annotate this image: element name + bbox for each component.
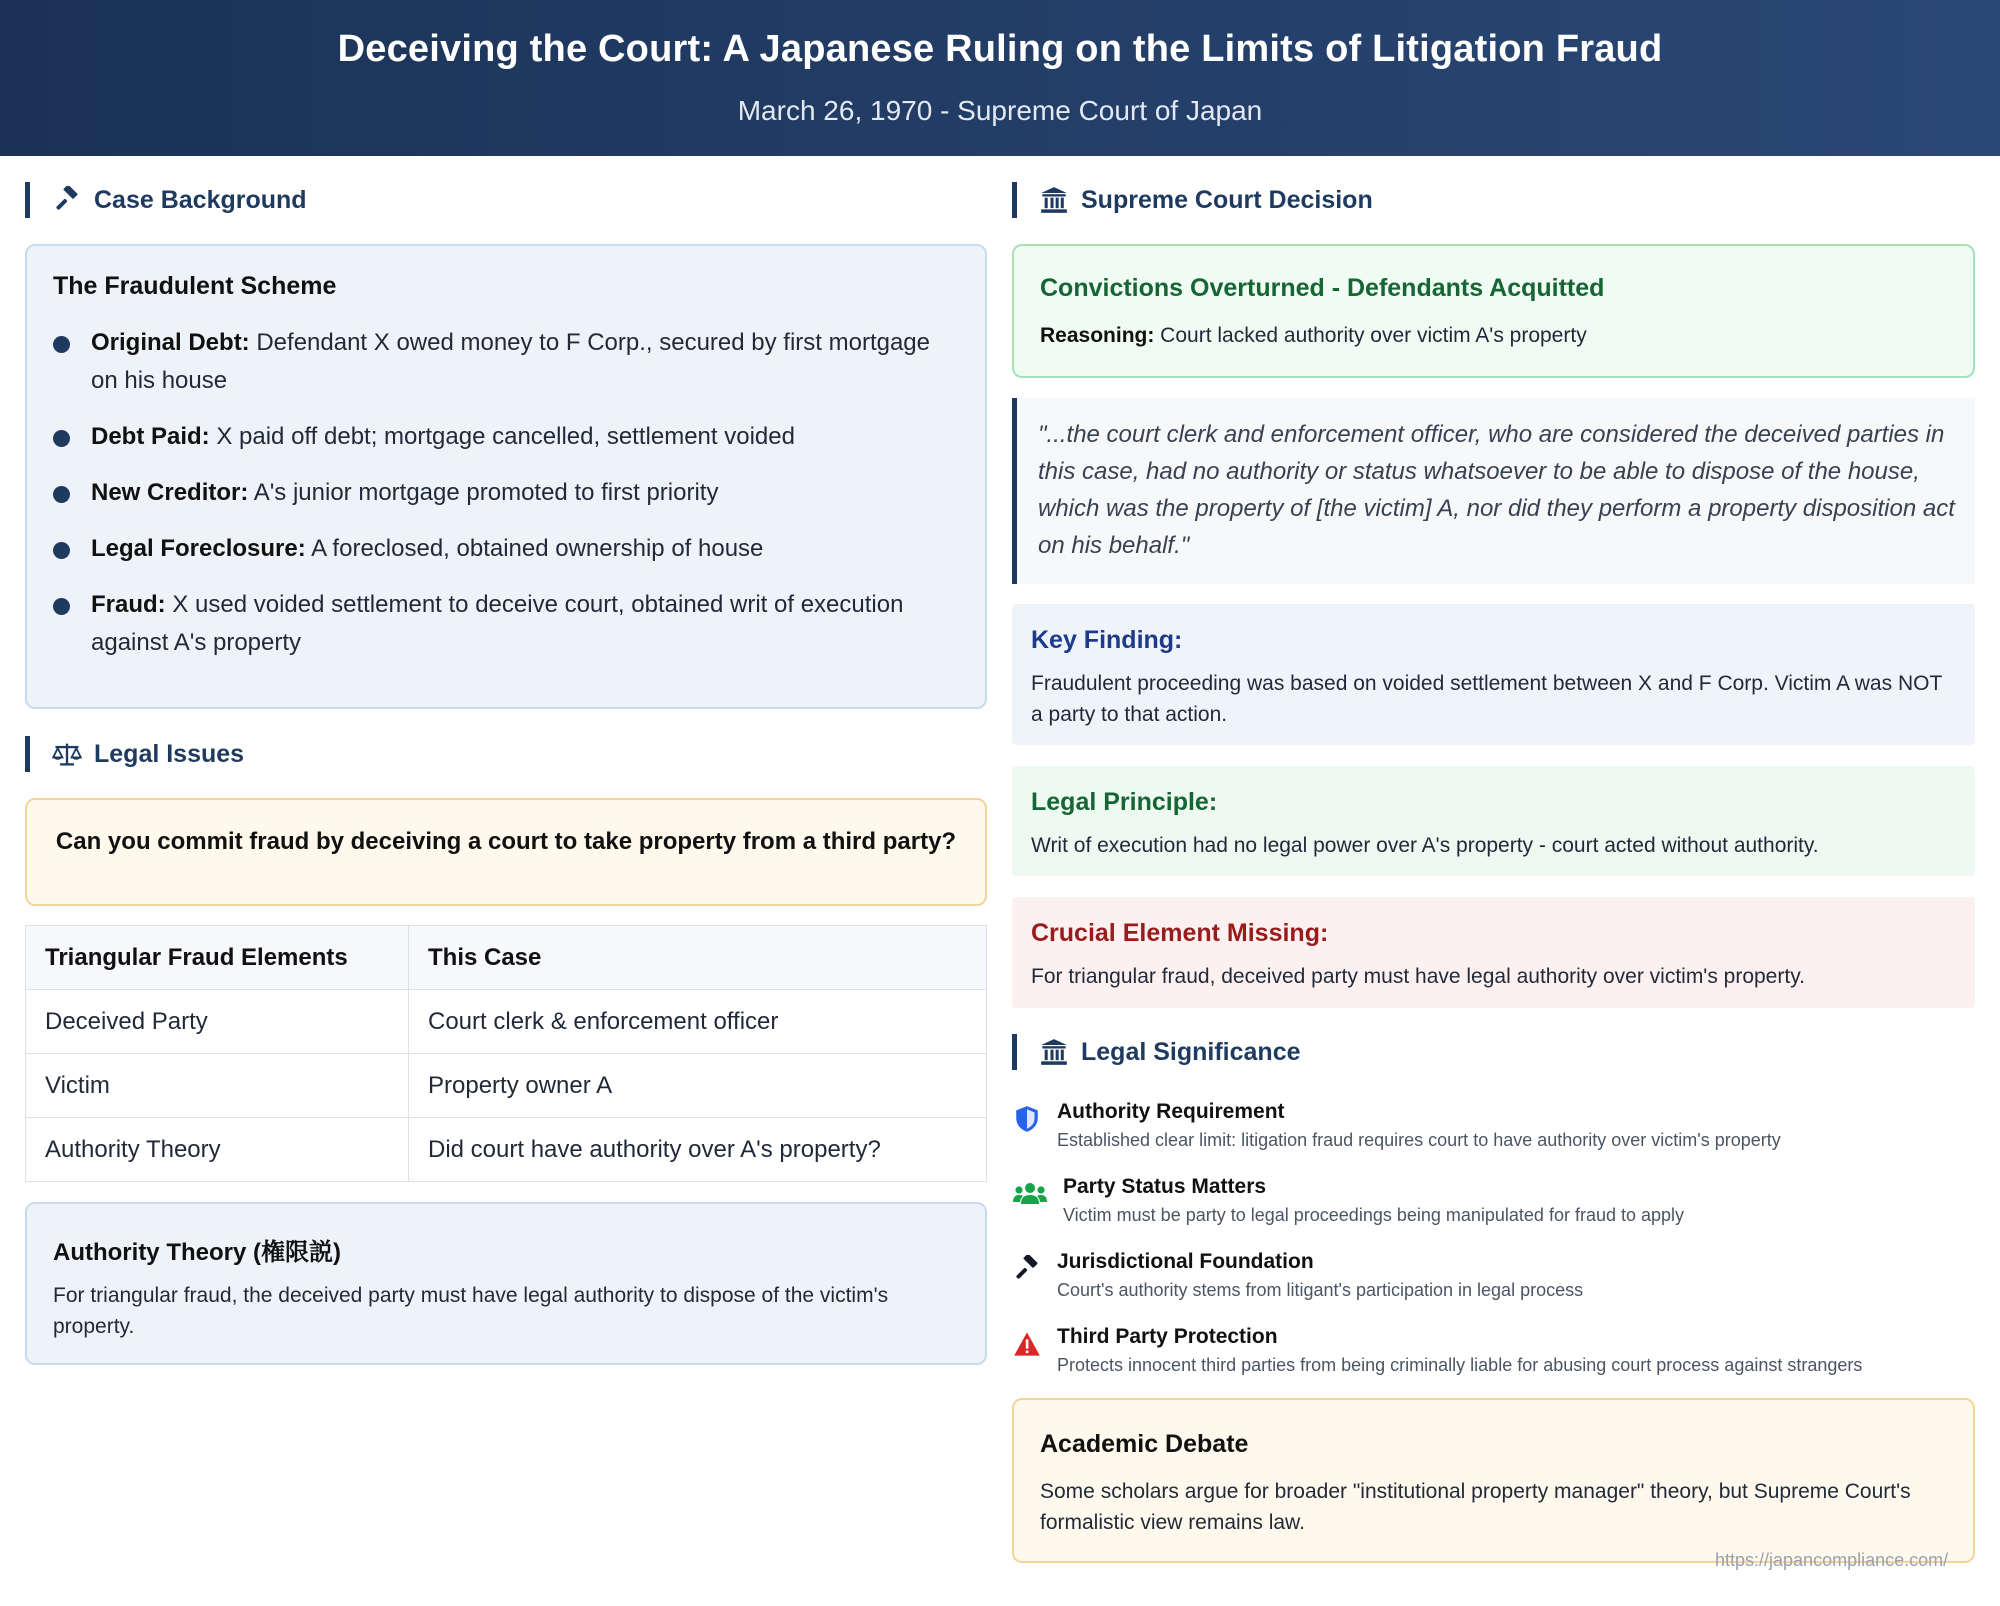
legal-significance-heading: Legal Significance: [1012, 1034, 1975, 1070]
table-row: [26, 1118, 987, 1182]
academic-debate-text: Some scholars argue for broader "institutional property manager" theory, but Supreme Court's formalistic view remains law.: [1040, 1480, 1911, 1534]
shield-icon: [1012, 1104, 1042, 1134]
legal-issues-heading: Legal Issues: [25, 736, 987, 772]
significance-item-authority: Authority Requirement Established clear limit: litigation fraud requires court to have authority over victim's property: [1012, 1100, 1975, 1160]
list-item: Fraud: X used voided settlement to deceive court, obtained writ of execution against A's property: [53, 586, 953, 662]
table-header-row: [26, 926, 987, 990]
academic-debate-title: Academic Debate: [1040, 1430, 1249, 1458]
authority-theory-title: Authority Theory (権限説): [53, 1239, 341, 1266]
table-row: [26, 1054, 987, 1118]
users-icon: [1012, 1179, 1048, 1209]
list-item: Original Debt: Defendant X owed money to F Corp., secured by first mortgage on his house: [53, 324, 953, 400]
key-finding-title: Key Finding:: [1031, 626, 1183, 654]
significance-item-party-status: Party Status Matters Victim must be party to legal proceedings being manipulated for fraud to apply: [1012, 1175, 1975, 1235]
key-finding-panel: [1012, 604, 1975, 745]
quote-text: "...the court clerk and enforcement officer, who are considered the deceived parties in this case, had no authority or status whatsoever to be able to dispose of the house, which was the property of [the victim] A, nor did they perform a property disposition act on his behalf.": [1038, 421, 1955, 559]
table-header-cell: This Case: [409, 926, 987, 990]
case-background-heading: Case Background: [25, 182, 987, 218]
fraudulent-scheme-box: [25, 244, 987, 709]
legal-principle-title: Legal Principle:: [1031, 788, 1218, 816]
legal-question: Can you commit fraud by deceiving a court to take property from a third party?: [55, 828, 957, 855]
courthouse-icon: [1039, 185, 1069, 215]
scale-icon: [52, 739, 82, 769]
fraud-elements-table: [25, 925, 987, 1182]
significance-item-jurisdiction: Jurisdictional Foundation Court's authority stems from litigant's participation in legal process: [1012, 1250, 1975, 1310]
table-row: [26, 990, 987, 1054]
page-title: Deceiving the Court: A Japanese Ruling on the Limits of Litigation Fraud: [337, 28, 1663, 70]
convictions-box: [1012, 244, 1975, 378]
gavel-icon: [1012, 1254, 1042, 1284]
gavel-icon: [52, 185, 82, 215]
convictions-title: Convictions Overturned - Defendants Acquitted: [1040, 274, 1605, 302]
list-item: Legal Foreclosure: A foreclosed, obtained ownership of house: [53, 530, 953, 568]
list-item: Debt Paid: X paid off debt; mortgage cancelled, settlement voided: [53, 418, 953, 456]
question-box: [25, 798, 987, 906]
footer-url: https://japancompliance.com/: [1715, 1550, 1949, 1570]
crucial-element-text: For triangular fraud, deceived party must have legal authority over victim's property.: [1031, 965, 1805, 988]
scheme-title: The Fraudulent Scheme: [53, 272, 337, 300]
academic-debate-box: [1012, 1398, 1975, 1563]
authority-theory-box: [25, 1202, 987, 1365]
crucial-element-panel: [1012, 897, 1975, 1008]
page-subtitle: March 26, 1970 - Supreme Court of Japan: [737, 95, 1263, 126]
crucial-element-title: Crucial Element Missing:: [1031, 919, 1329, 947]
table-cell: Court clerk & enforcement officer: [409, 990, 987, 1054]
supreme-court-decision-heading: Supreme Court Decision: [1012, 182, 1975, 218]
table-cell: Did court have authority over A's property?: [409, 1118, 987, 1182]
legal-principle-text: Writ of execution had no legal power over A's property - court acted without authority.: [1031, 834, 1819, 857]
reasoning-text: Reasoning: Court lacked authority over victim A's property: [1040, 324, 1587, 347]
table-cell: Authority Theory: [26, 1118, 409, 1182]
table-cell: Deceived Party: [26, 990, 409, 1054]
legal-principle-panel: [1012, 766, 1975, 876]
courthouse-icon: [1039, 1037, 1069, 1067]
table-cell: Property owner A: [409, 1054, 987, 1118]
table-header-cell: Triangular Fraud Elements: [26, 926, 409, 990]
warning-icon: [1012, 1329, 1042, 1359]
key-finding-text: Fraudulent proceeding was based on voided settlement between X and F Corp. Victim A was NOT a party to that action.: [1031, 672, 1942, 726]
significance-item-third-party: Third Party Protection Protects innocent third parties from being criminally liable for abusing court process against strangers: [1012, 1325, 1975, 1385]
list-item: New Creditor: A's junior mortgage promoted to first priority: [53, 474, 953, 512]
table-cell: Victim: [26, 1054, 409, 1118]
court-quote: [1012, 398, 1975, 584]
scheme-list: [53, 324, 953, 662]
page-header: [0, 0, 2000, 156]
authority-theory-text: For triangular fraud, the deceived party must have legal authority to dispose of the victim's property.: [53, 1284, 889, 1338]
